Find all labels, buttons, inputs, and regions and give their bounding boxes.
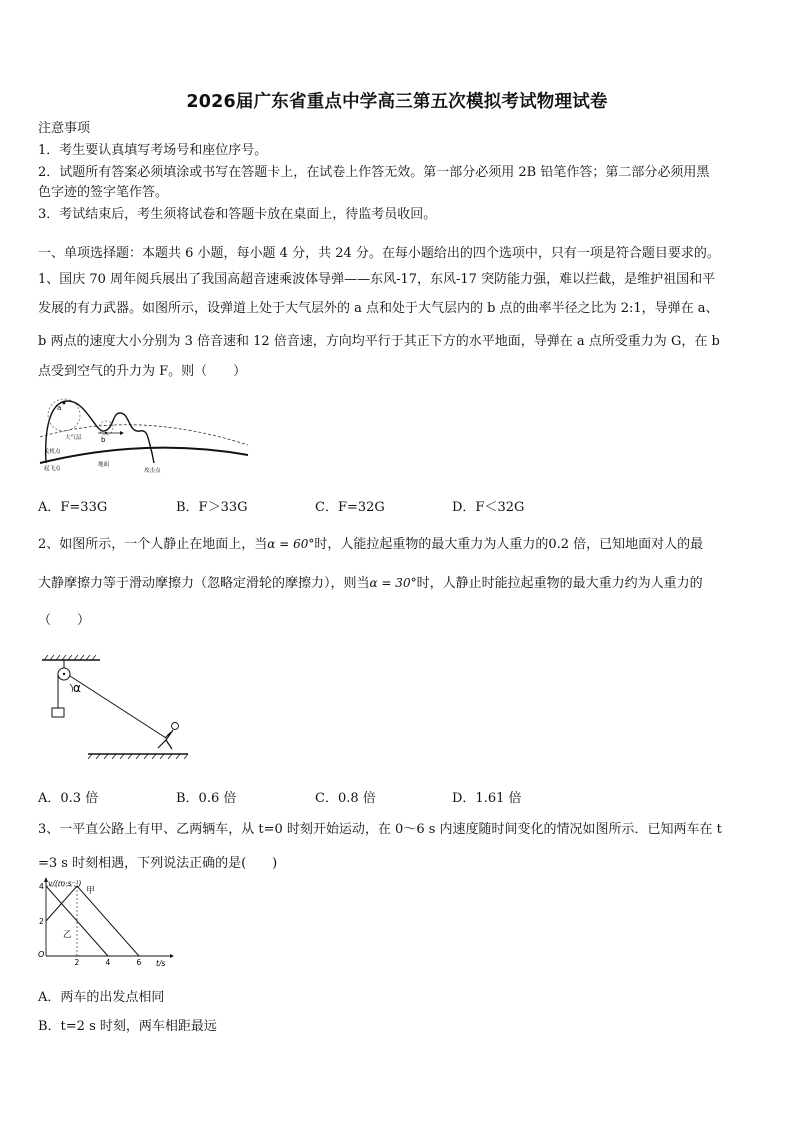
q2-option-b: B．0.6 倍: [176, 791, 237, 806]
q3-option-a: A．两车的出发点相同: [38, 990, 165, 1005]
q3-text: 3、一平直公路上有甲、乙两辆车，从 t=0 时刻开始运动，在 0～6 s 内速度随时间变化的情况如图所示．已知两车在 t: [38, 822, 722, 837]
launch-label: 起飞点: [44, 466, 61, 472]
q2-text-part: 时，人静止时能拉起重物的最大重力约为人重力的: [416, 576, 703, 591]
target-label: 攻击点: [144, 468, 161, 474]
notice-heading: 注意事项: [38, 121, 91, 136]
q2-text-part: 大静摩擦力等于滑动摩擦力（忽略定滑轮的摩擦力），则当: [38, 576, 370, 591]
y-tick-label: 2: [39, 917, 44, 926]
q2-angle-30: α = 30°: [369, 576, 417, 590]
q2-option-d: D．1.61 倍: [452, 791, 522, 806]
section-heading: 一、单项选择题：本题共 6 小题，每小题 4 分，共 24 分。在每小题给出的四个选项中，只有一项是符合题目要求的。: [38, 246, 720, 261]
q2-text-part: 2、如图所示，一个人静止在地面上，当: [38, 537, 268, 552]
y-tick-label: 4: [39, 882, 44, 891]
page-title: 2026届广东省重点中学高三第五次模拟考试物理试卷: [186, 92, 608, 112]
q2-text: [38, 576, 703, 591]
y-axis-label: v/(m·s⁻¹): [48, 879, 82, 888]
x-tick-label: 6: [136, 958, 142, 967]
q3-option-b: B．t=2 s 时刻，两车相距最远: [38, 1019, 217, 1034]
x-axis-label: t/s: [156, 959, 166, 968]
notice-item: 3．考试结束后，考生须将试卷和答题卡放在桌面上，待监考员收回。: [38, 207, 437, 222]
q3-velocity-time-chart: [36, 874, 176, 970]
q2-option-c: C．0.8 倍: [315, 791, 376, 806]
q1-option-b: B．F＞33G: [176, 500, 248, 515]
x-tick-label: 4: [105, 958, 111, 967]
q1-text: 点受到空气的升力为 F。则（ ）: [38, 364, 247, 379]
series-line-yi: [46, 886, 108, 956]
q2-text-part: 时，人能拉起重物的最大重力为人重力的0.2 倍，已知地面对人的最: [314, 537, 704, 552]
atmosphere-label: 大气层: [65, 435, 82, 441]
q2-pulley-figure: [38, 654, 198, 762]
q1-text: 发展的有力武器。如图所示，设弹道上处于大气层外的 a 点和处于大气层内的 b 点的曲率半径之比为 2:1，导弹在 a、: [38, 301, 719, 316]
point-a-label: a: [57, 404, 62, 412]
q1-text: b 两点的速度大小分别为 3 倍音速和 12 倍音速，方向均平行于其正下方的水平地面，导弹在 a 点所受重力为 G，在 b: [38, 334, 720, 349]
q1-option-a: A．F=33G: [38, 500, 108, 515]
q3-text: =3 s 时刻相遇，下列说法正确的是( ): [38, 856, 278, 871]
point-b-label: b: [101, 436, 106, 444]
apogee-label: 关机点: [44, 449, 61, 455]
q2-angle-60: α = 60°: [267, 537, 315, 551]
ground-label: 地面: [98, 462, 110, 468]
q1-option-c: C．F=32G: [315, 500, 385, 515]
q1-option-d: D．F＜32G: [452, 500, 525, 515]
notice-item: 色字迹的签字笔作答。: [38, 185, 169, 200]
q1-missile-trajectory-figure: [36, 393, 252, 479]
q2-option-a: A．0.3 倍: [38, 791, 99, 806]
q1-text: 1、国庆 70 周年阅兵展出了我国高超音速乘波体导弹——东风-17，东风-17 突防能力强，难以拦截，是维护祖国和平: [38, 272, 716, 287]
q2-text: [38, 537, 703, 552]
x-axis-arrow: [170, 954, 174, 958]
series-line-jia: [46, 886, 139, 956]
q2-text: （ ）: [38, 613, 91, 628]
notice-item: 2．试题所有答案必须填涂或书写在答题卡上，在试卷上作答无效。第一部分必须用 2B 铅笔作答；第二部分必须用黑: [38, 165, 710, 180]
alpha-label: α: [73, 681, 81, 695]
x-tick-label: 2: [74, 958, 80, 967]
series-label-yi: 乙: [63, 929, 72, 940]
origin-label: O: [38, 950, 45, 959]
series-label-jia: 甲: [86, 886, 95, 896]
notice-item: 1．考生要认真填写考场号和座位序号。: [38, 143, 268, 158]
